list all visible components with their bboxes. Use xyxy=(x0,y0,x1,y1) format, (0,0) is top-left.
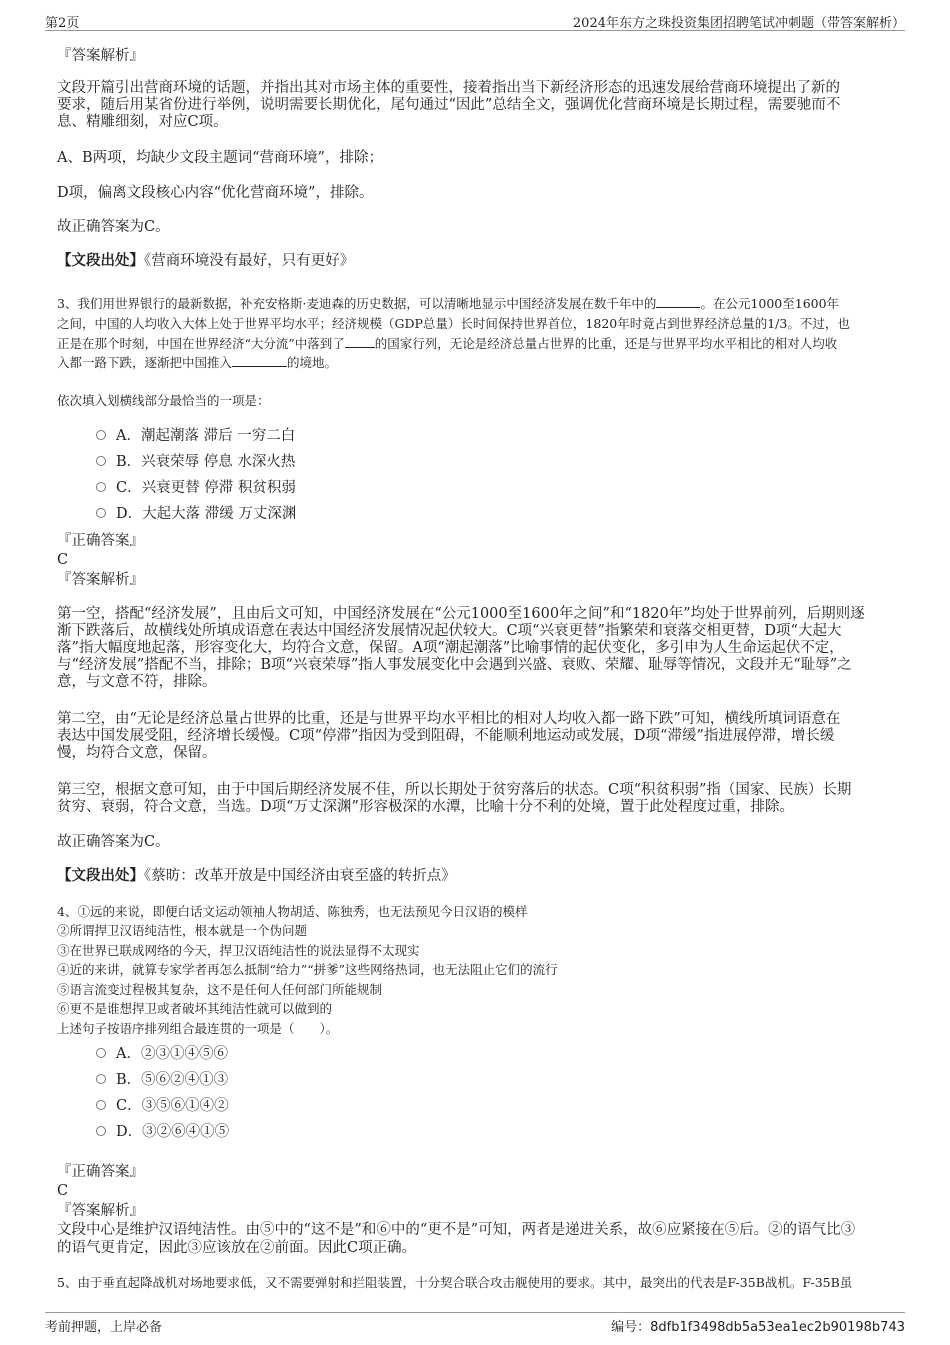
q3-prompt: 依次填入划横线部分最恰当的一项是： xyxy=(57,393,270,408)
q2-analysis-line-2: 要求，随后用某省份进行举例，说明需要长期优化，尾句通过“因此”总结全文，强调优化营商环境是长期过程，需要驰而不 xyxy=(57,97,841,113)
q2-analysis-para-2: A、B两项，均缺少文段主题词“营商环境”，排除； xyxy=(57,150,383,166)
q3-analysis-label: 『答案解析』 xyxy=(57,572,144,588)
q4-option-c[interactable]: C．③⑤⑥①④② xyxy=(96,1096,229,1116)
radio-icon[interactable] xyxy=(96,456,106,466)
q3-analysis-1-line-3: 落”指大幅度地起落，形容变化大，均符合文意，保留。A项“潮起潮落”比喻事情的起伏变化，多引申为人生命运起伏不定， xyxy=(57,640,844,656)
q4-sentence-6: ⑥更不是谁想捍卫或者破坏其纯洁性就可以做到的 xyxy=(57,1001,333,1016)
q2-source-text: 《营商环境没有最好，只有更好》 xyxy=(144,253,355,269)
q3-source-label: 【文段出处】 xyxy=(57,867,144,884)
q2-analysis-line-3: 息、精雕细刻，对应C项。 xyxy=(57,114,228,130)
q4-analysis-line-1: 文段中心是维护汉语纯洁性。由⑤中的“这不是”和⑥中的“更不是”可知，两者是递进关系，故⑥应紧接在⑤后。②的语气比③ xyxy=(57,1222,856,1238)
radio-icon[interactable] xyxy=(96,482,106,492)
q2-analysis-para-3: D项，偏离文段核心内容“优化营商环境”，排除。 xyxy=(57,185,374,201)
radio-icon[interactable] xyxy=(96,430,106,440)
radio-icon[interactable] xyxy=(96,1048,106,1058)
q3-source xyxy=(57,867,887,885)
q4-analysis-label: 『答案解析』 xyxy=(57,1203,144,1219)
q3-analysis-2-line-1: 第二空，由“无论是经济总量占世界的比重，还是与世界平均水平相比的相对人均收入都一路下跌”可知，横线所填词语意在 xyxy=(57,711,841,727)
q3-analysis-1-line-5: 意，与文意不符，排除。 xyxy=(57,674,217,690)
q3-option-b[interactable]: B．兴衰荣辱 停息 水深火热 xyxy=(96,452,295,472)
radio-icon[interactable] xyxy=(96,1100,106,1110)
q3-analysis-2-line-2: 表达中国发展受阻，经济增长缓慢。C项“停滞”指因为受到阻碍，不能顺利地运动或发展，D项“滞缓”指进展停滞，增长缓 xyxy=(57,728,835,744)
q4-analysis-line-2: 的语气更肯定，因此③应该放在②前面。因此C项正确。 xyxy=(57,1240,417,1256)
q3-stem-line-2: 之间，中国的人均收入大体上处于世界平均水平；经济规模（GDP总量）长时间保持世界首位，1820年时竟占到世界经济总量的1/3。不过，也 xyxy=(57,316,850,331)
q4-answer: C xyxy=(57,1183,69,1199)
q4-answer-label: 『正确答案』 xyxy=(57,1164,144,1180)
q4-option-a[interactable]: A．②③①④⑤⑥ xyxy=(96,1044,228,1064)
page-number: 第2页 xyxy=(45,16,80,31)
q4-prompt: 上述句子按语序排列组合最连贯的一项是（ ）。 xyxy=(57,1021,339,1036)
q2-analysis-label: 『答案解析』 xyxy=(57,48,144,64)
q2-analysis-line-1: 文段开篇引出营商环境的话题，并指出其对市场主体的重要性，接着指出当下新经济形态的迅速发展给营商环境提出了新的 xyxy=(57,80,840,96)
q3-answer: C xyxy=(57,552,69,568)
q3-stem-line-4: 入都一路下跌，逐渐把中国推入 的境地。 xyxy=(57,355,338,370)
radio-icon[interactable] xyxy=(96,1126,106,1136)
q5-stem-line-1: 5、由于垂直起降战机对场地要求低，又不需要弹射和拦阻装置，十分契合联合攻击舰使用的要求。其中，最突出的代表是F-35B战机。F-35B虽 xyxy=(57,1275,853,1290)
q3-analysis-1-line-4: 与“经济发展”搭配不当，排除；B项“兴衰荣辱”指人事发展变化中会遇到兴盛、衰败、荣耀、耻辱等情况，文段并无“耻辱”之 xyxy=(57,657,852,673)
q3-source-text: 《蔡昉：改革开放是中国经济由衰至盛的转折点》 xyxy=(144,868,456,884)
q4-option-b[interactable]: B．⑤⑥②④①③ xyxy=(96,1070,228,1090)
q3-stem-line-3: 正是在那个时刻，中国在世界经济“大分流”中落到了 的国家行列，无论是经济总量占世界的比重，还是与世界平均水平相比的相对人均收 xyxy=(57,336,838,351)
q4-sentence-3: ③在世界已联成网络的今天，捍卫汉语纯洁性的说法显得不太现实 xyxy=(57,943,420,958)
q3-analysis-1-line-1: 第一空，搭配“经济发展”，且由后文可知，中国经济发展在“公元1000至1600年之间”和“1820年”均处于世界前列，后期则逐 xyxy=(57,606,865,622)
q3-blank-1 xyxy=(656,295,700,308)
q2-source-label: 【文段出处】 xyxy=(57,252,144,269)
q3-stem-line-1: 3、我们用世界银行的最新数据，补充安格斯·麦迪森的历史数据，可以清晰地显示中国经济发展在数千年中的 。在公元1000至1600年 xyxy=(57,296,840,311)
q3-analysis-1-line-2: 渐下跌落后，故横线处所填成语意在表达中国经济发展情况起伏较大。C项“兴衰更替”指繁荣和衰落交相更替，D项“大起大 xyxy=(57,623,842,639)
page-footer xyxy=(45,1312,905,1345)
q3-blank-3 xyxy=(232,354,287,367)
document-id: 编号：8dfb1f3498db5a53ea1ec2b90198b743 xyxy=(611,1320,905,1335)
q3-analysis-2-line-3: 慢，均符合文意，保留。 xyxy=(57,745,217,761)
radio-icon[interactable] xyxy=(96,1074,106,1084)
q3-option-c[interactable]: C．兴衰更替 停滞 积贫积弱 xyxy=(96,478,296,498)
q4-sentence-5: ⑤语言流变过程极其复杂，这不是任何人任何部门所能规制 xyxy=(57,982,383,997)
q2-source xyxy=(57,252,887,270)
q4-sentence-1: 4、①远的来说，即便白话文运动领袖人物胡适、陈独秀，也无法预见今日汉语的模样 xyxy=(57,904,528,919)
q3-analysis-3-line-2: 贫穷、衰弱，符合文意，当选。D项“万丈深渊”形容极深的水潭，比喻十分不利的处境，置于此处程度过重，排除。 xyxy=(57,799,794,815)
footer-slogan: 考前押题，上岸必备 xyxy=(45,1320,163,1335)
q3-conclusion: 故正确答案为C。 xyxy=(57,834,170,850)
q4-option-d[interactable]: D．③②⑥④①⑤ xyxy=(96,1122,229,1142)
document-title: 2024年东方之珠投资集团招聘笔试冲刺题（带答案解析） xyxy=(572,16,905,31)
q3-option-d[interactable]: D．大起大落 滞缓 万丈深渊 xyxy=(96,504,296,524)
q3-option-a[interactable]: A．潮起潮落 滞后 一穷二白 xyxy=(96,426,295,446)
radio-icon[interactable] xyxy=(96,508,106,518)
q4-sentence-4: ④近的来讲，就算专家学者再怎么抵制“给力”“拼爹”这些网络热词，也无法阻止它们的流行 xyxy=(57,962,558,977)
q3-answer-label: 『正确答案』 xyxy=(57,533,144,549)
q2-conclusion: 故正确答案为C。 xyxy=(57,219,170,235)
page-header xyxy=(45,0,905,31)
q4-sentence-2: ②所谓捍卫汉语纯洁性，根本就是一个伪问题 xyxy=(57,923,308,938)
q3-analysis-3-line-1: 第三空，根据文意可知，由于中国后期经济发展不佳，所以长期处于贫穷落后的状态。C项“积贫积弱”指（国家、民族）长期 xyxy=(57,782,852,798)
q3-blank-2 xyxy=(345,335,375,348)
